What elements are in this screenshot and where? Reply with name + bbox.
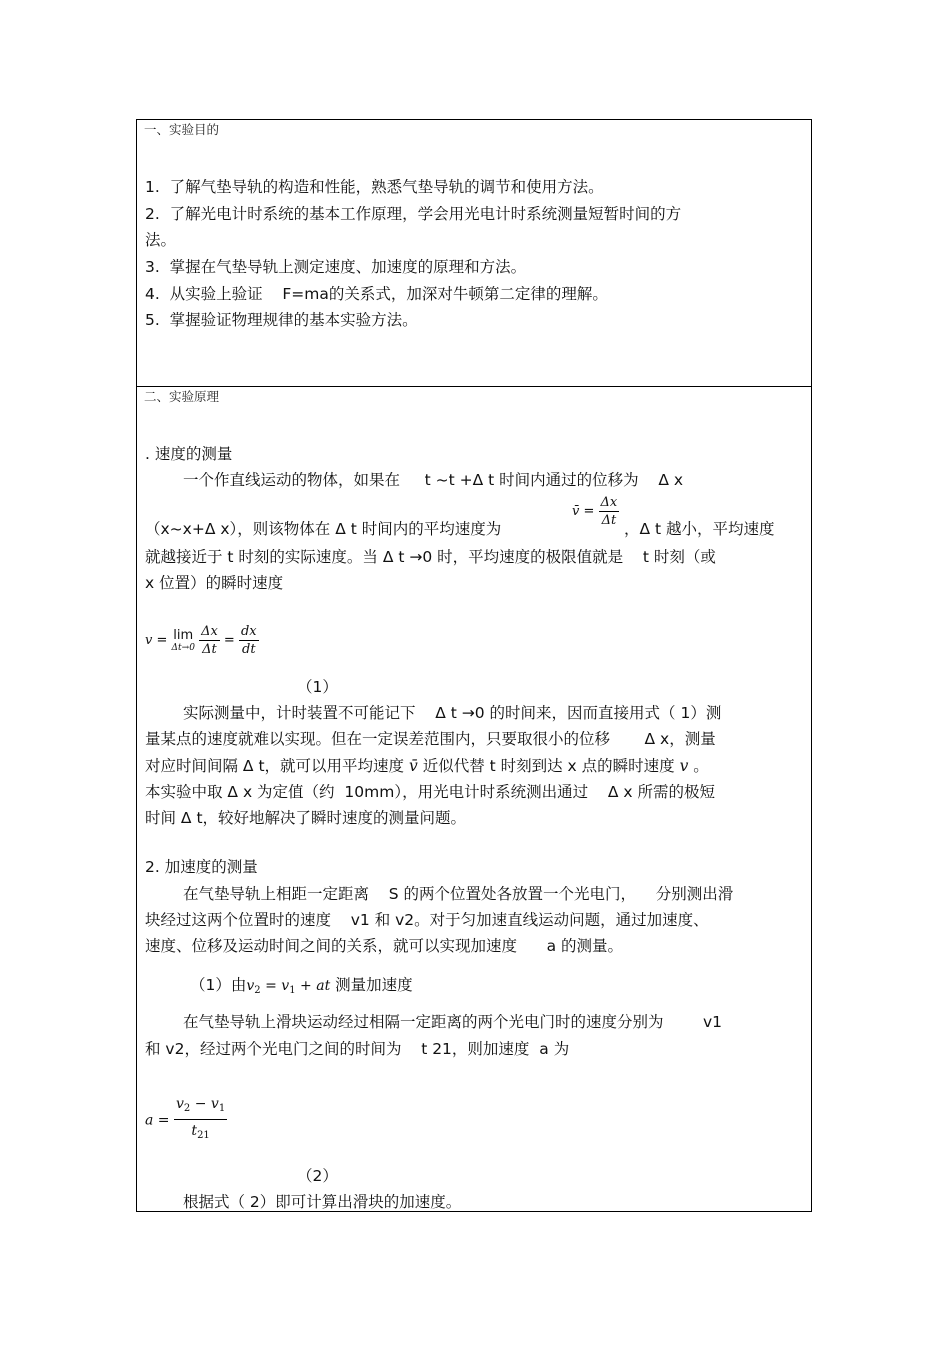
section2-heading: 二、实验原理 bbox=[144, 389, 220, 404]
objective-item-3 bbox=[145, 258, 526, 276]
objective-item-2-cont: 法。 bbox=[145, 231, 177, 249]
item-text: 了解光电计时系统的基本工作原理，学会用光电计时系统测量短暂时间的方 bbox=[169, 205, 682, 223]
velocity-para1-line2a: （x~x+Δ x），则该物体在 Δ t 时间内的平均速度为 bbox=[145, 520, 502, 538]
item-number: 4. bbox=[145, 285, 160, 303]
accel-para1-line2: 块经过这两个位置时的速度 v1 和 v2。对于匀加速直线运动问题，通过加速度、 bbox=[145, 911, 709, 929]
velocity-para2-line2: 量某点的速度就难以实现。但在一定误差范围内，只要取很小的位移 Δ x，测量 bbox=[145, 730, 716, 748]
kinematic-formula: $v_2 = v_1$ + at bbox=[246, 978, 331, 996]
objective-item-2 bbox=[145, 205, 681, 223]
objective-item-4 bbox=[145, 285, 608, 303]
velocity-para2-line1: 实际测量中，计时装置不可能记下 Δ t →0 的时间来，因而直接用式（ 1）测 bbox=[183, 704, 722, 722]
velocity-para2-line5: 时间 Δ t，较好地解决了瞬时速度的测量问题。 bbox=[145, 809, 467, 827]
row-divider bbox=[137, 386, 811, 387]
item-text: 了解气垫导轨的构造和性能，熟悉气垫导轨的调节和使用方法。 bbox=[169, 178, 604, 196]
v-symbol: v bbox=[679, 757, 689, 775]
accel-para2-line1: 在气垫导轨上滑块运动经过相隔一定距离的两个光电门时的速度分别为 v1 bbox=[183, 1013, 722, 1031]
item-number: 1. bbox=[145, 178, 160, 196]
accel-para2-line2: 和 v2，经过两个光电门之间的时间为 t 21，则加速度 a 为 bbox=[145, 1040, 570, 1058]
accel-method1-line: （1）由$v_2 = v_1$ + at 测量加速度 bbox=[190, 976, 413, 996]
objective-item-5 bbox=[145, 311, 418, 329]
velocity-para2-line4: 本实验中取 Δ x 为定值（约 10mm），用光电计时系统测出通过 Δ x 所需的极短 bbox=[145, 783, 715, 801]
accel-para3: 根据式（ 2）即可计算出滑块的加速度。 bbox=[183, 1193, 462, 1211]
objective-item-1 bbox=[145, 178, 604, 196]
item-text-b: F=ma的关系式，加深对牛顿第二定律的理解。 bbox=[282, 285, 608, 303]
equation-number-1: （1） bbox=[297, 678, 338, 696]
item-number: 5. bbox=[145, 311, 160, 329]
velocity-para2-line3: 对应时间间隔 Δ t，就可以用平均速度 v̄ 近似代替 t 时刻到达 x 点的瞬时速度 v 。 bbox=[145, 757, 709, 775]
instant-velocity-formula: v = lim Δt→0 $\frac{\Delta x}{\Delta t}$ = $\frac{dx}{dt}$ bbox=[145, 624, 257, 657]
velocity-para1-line3: 就越接近于 t 时刻的实际速度。当 Δ t →0 时，平均速度的极限值就是 t 时刻（或 bbox=[145, 548, 716, 566]
accel-para1-line1: 在气垫导轨上相距一定距离 S 的两个位置处各放置一个光电门， 分别测出滑 bbox=[183, 885, 734, 903]
velocity-para1-line2b: ，Δ t 越小，平均速度 bbox=[624, 520, 775, 538]
item-number: 2. bbox=[145, 205, 160, 223]
subsection-acceleration-title: 2. 加速度的测量 bbox=[145, 858, 258, 876]
v-bar-symbol: v̄ bbox=[408, 757, 418, 775]
section1-heading: 一、实验目的 bbox=[144, 122, 220, 137]
average-velocity-formula: v̄ = $\frac{\Delta x}{\Delta t}$ bbox=[572, 495, 618, 528]
item-text: 掌握在气垫导轨上测定速度、加速度的原理和方法。 bbox=[169, 258, 527, 276]
subsection-velocity-title: . 速度的测量 bbox=[145, 445, 233, 463]
item-text: 从实验上验证 bbox=[169, 285, 263, 303]
item-text: 掌握验证物理规律的基本实验方法。 bbox=[169, 311, 418, 329]
acceleration-formula: a = $\frac{v_2 - v_1}{t_{21}}$ bbox=[145, 1096, 226, 1141]
accel-para1-line3: 速度、位移及运动时间之间的关系，就可以实现加速度 a 的测量。 bbox=[145, 937, 624, 955]
velocity-para1-line4: x 位置）的瞬时速度 bbox=[145, 574, 284, 592]
item-number: 3. bbox=[145, 258, 160, 276]
equation-number-2: （2） bbox=[297, 1167, 338, 1185]
velocity-para1-line1: 一个作直线运动的物体，如果在 t ~t +Δ t 时间内通过的位移为 Δ x bbox=[183, 471, 684, 489]
